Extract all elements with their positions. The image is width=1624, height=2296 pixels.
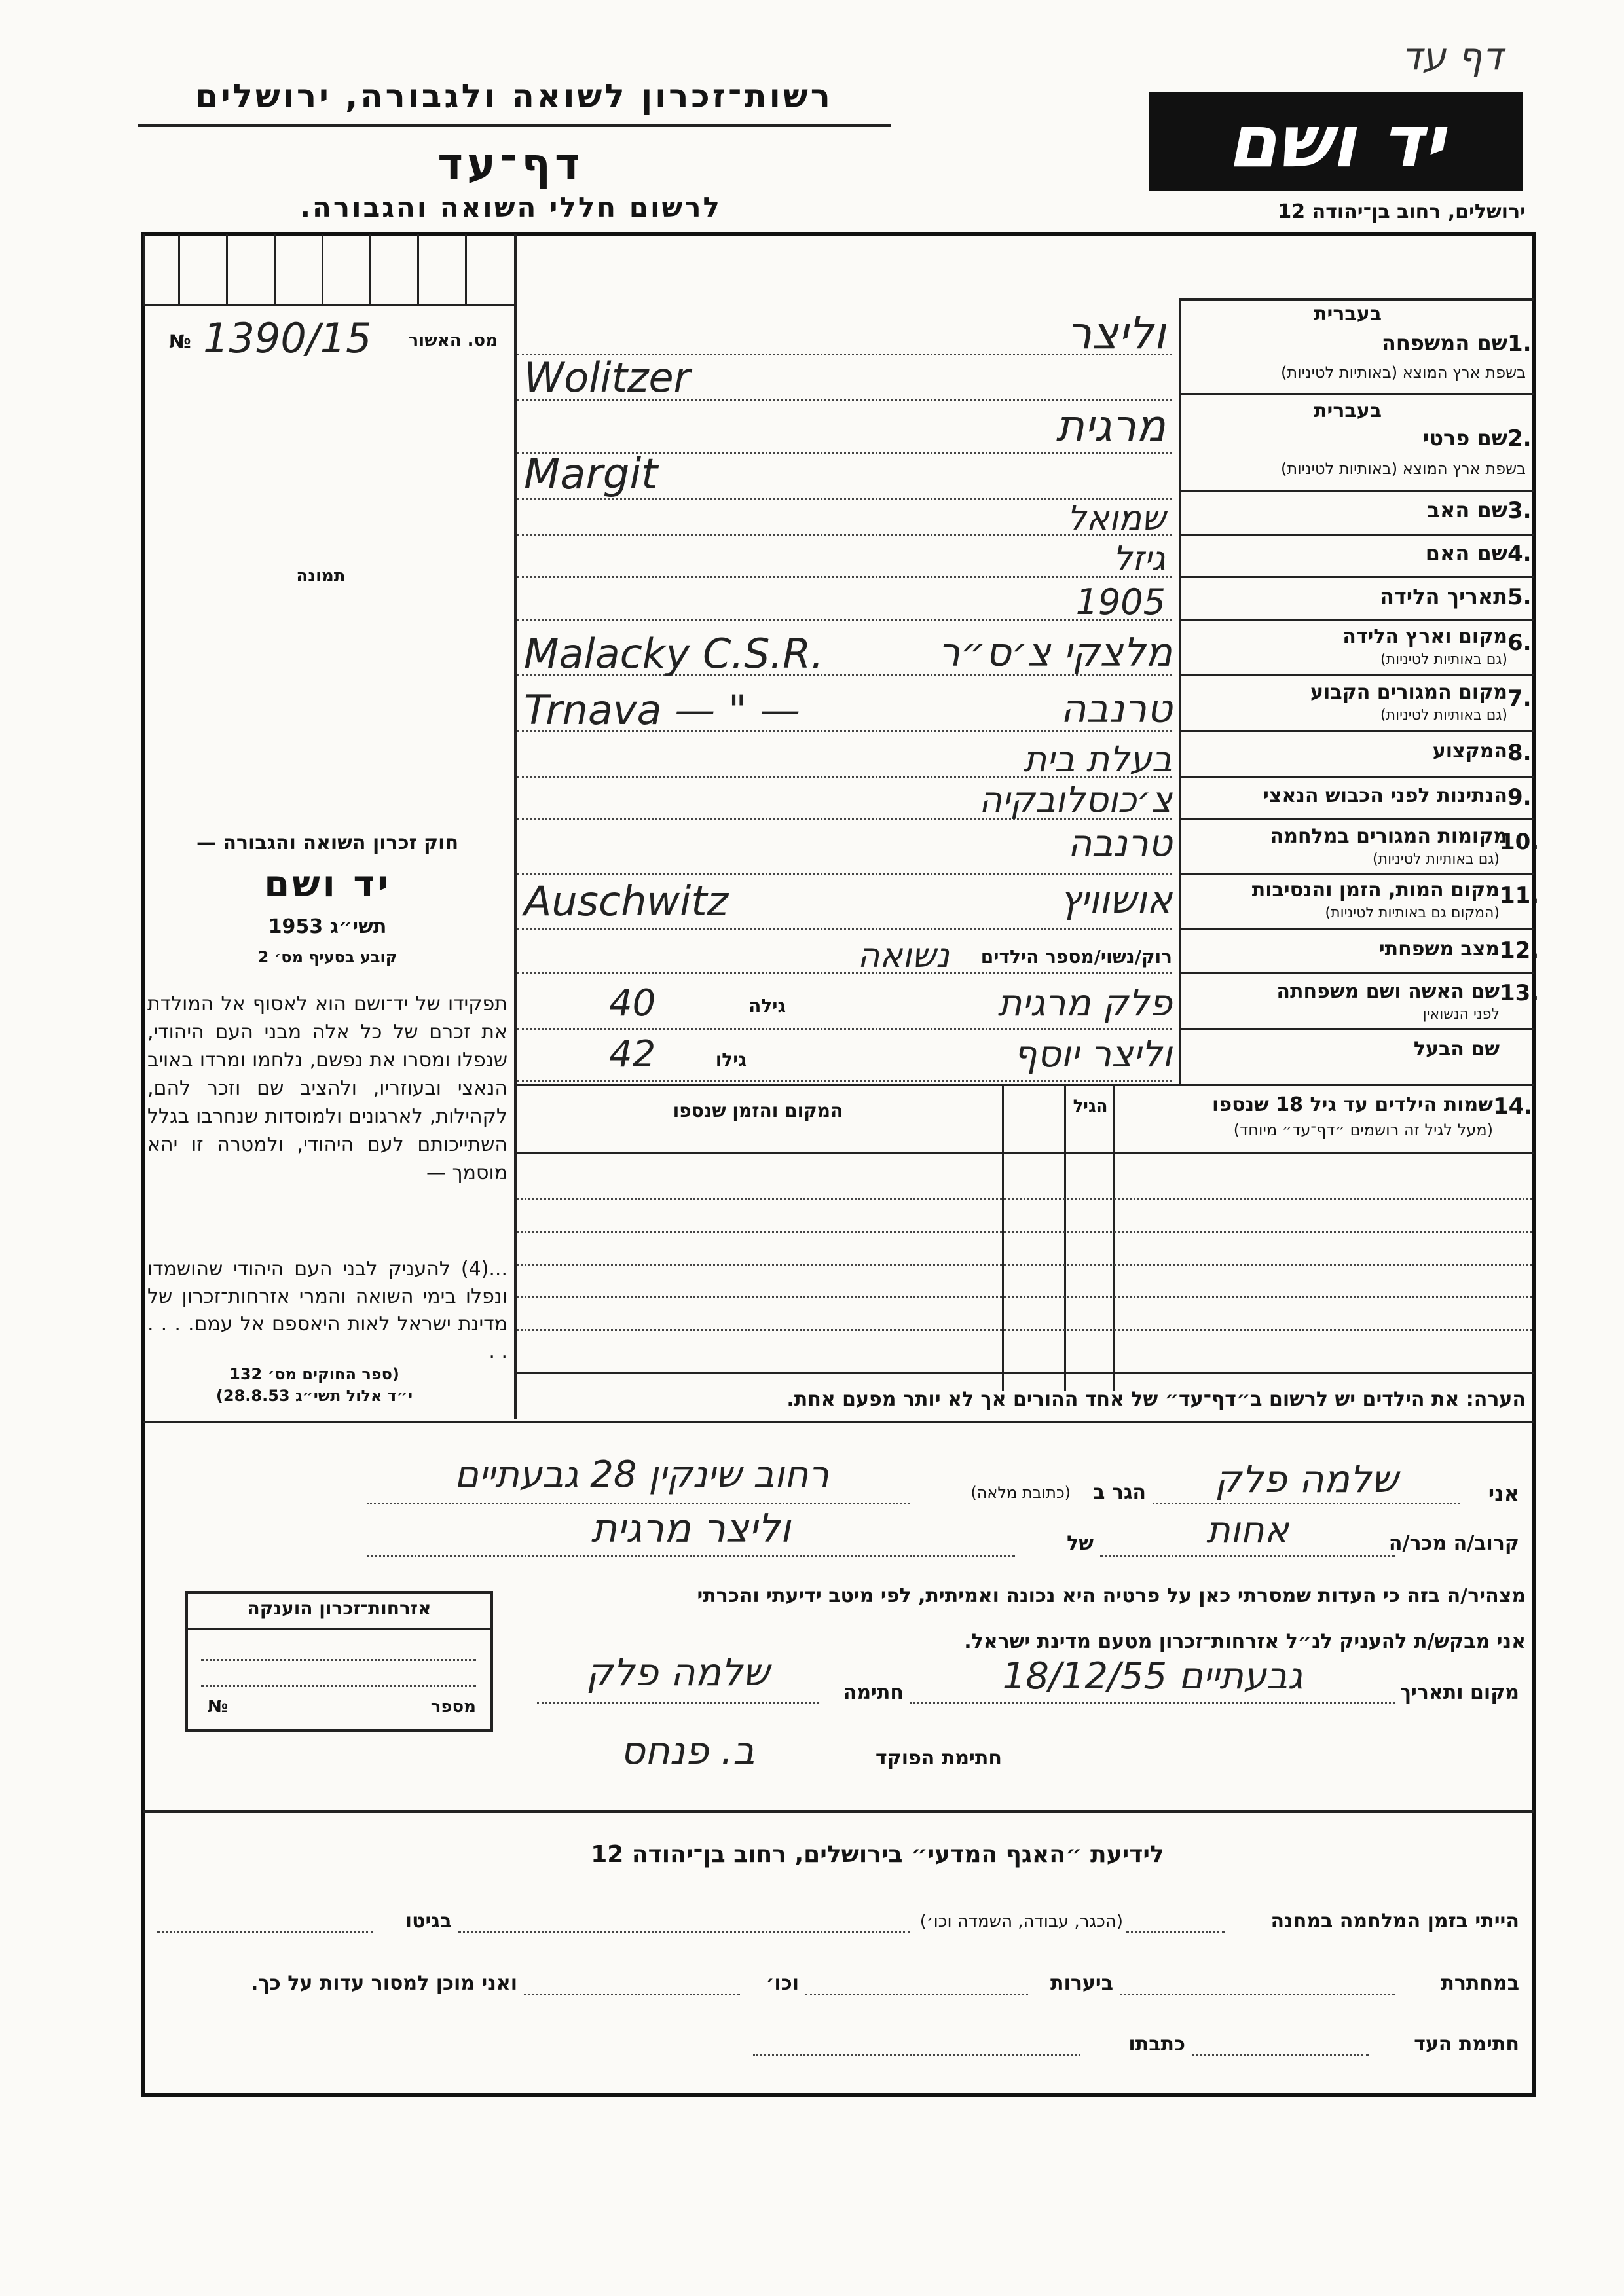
label-column-top: [1179, 298, 1534, 301]
logo-block: [1149, 92, 1522, 191]
place-date-label: מקום ותאריך: [1399, 1681, 1519, 1704]
children-col-place: המקום והזמן שנספו: [673, 1100, 843, 1121]
field-divider: [1179, 972, 1534, 974]
serial-no-sign: №: [169, 331, 191, 352]
law-year: תשי״ג 1953: [268, 915, 387, 938]
resides-label: הגר ב: [1093, 1481, 1146, 1504]
field-divider: [1179, 619, 1534, 621]
corner-reference: דף עד: [1401, 34, 1504, 79]
footer-title: לידיעת ״האגף המדעי״ בירושלים, רחוב בן־יהודה 12: [591, 1841, 1164, 1868]
children-col-age: הגיל: [1073, 1097, 1108, 1116]
value-line: [1120, 1994, 1395, 1995]
residence-hebrew: טרנבה: [1060, 686, 1172, 732]
law-date: י״ד אלול תשי״ג 28.8.53): [215, 1387, 413, 1405]
serial-label: מס. האשור: [408, 331, 498, 350]
citizenship-title: אזרחות־זכרון הוענקה: [247, 1597, 432, 1619]
grid-divider: [143, 234, 145, 306]
birthplace-hebrew: מלצקי צ׳ס״ר: [938, 630, 1172, 676]
footer-address-label: כתבתו: [1128, 2033, 1185, 2056]
children-col-divider: [1113, 1084, 1115, 1391]
field-11-label: מקום המות, הזמן והנסיבות: [1251, 879, 1500, 902]
field-13-label: שם האשה ושם משפחתה: [1276, 980, 1500, 1003]
value-line: [367, 1555, 1015, 1557]
field-13-sub: לפני הנשואין: [1422, 1006, 1500, 1023]
footer-ghetto-label: בגיטו: [405, 1910, 452, 1933]
children-row: [517, 1264, 1532, 1266]
field-1-sub: בשפת ארץ המוצא (באותיות לטיניות): [1281, 363, 1526, 382]
field-10-sub: (גם באותיות לטיניות): [1373, 851, 1500, 867]
field-9-label: הנתינות לפני הכבוש הנאצי: [1263, 784, 1507, 807]
witness-address: רחוב שינקין 28 גבעתיים: [454, 1453, 830, 1496]
value-line: [517, 928, 1172, 930]
field-8-number: 8.: [1507, 740, 1532, 766]
grid-cell: [322, 234, 323, 305]
father-name: שמואל: [1067, 499, 1166, 538]
label-column-divider: [1179, 298, 1181, 1084]
field-divider: [1179, 873, 1534, 875]
field-3-number: 3.: [1507, 498, 1532, 524]
husband-name: וליצר יוסף: [1013, 1033, 1172, 1076]
relation: אחות: [1206, 1509, 1289, 1552]
witness-name: שלמה פלק: [1214, 1457, 1399, 1501]
field-7-number: 7.: [1507, 685, 1532, 712]
logo-text: יד ושם: [1227, 100, 1445, 183]
birth-date: 1905: [1075, 581, 1166, 623]
wartime-residence: טרנבה: [1067, 822, 1172, 865]
footer-forests-label: ביערות: [1050, 1972, 1113, 1995]
field-divider: [1179, 776, 1534, 778]
citizenship-line: [201, 1685, 476, 1687]
value-line: [1100, 1555, 1395, 1557]
children-bottom: [516, 1372, 1534, 1374]
note-bottom: [143, 1421, 1534, 1423]
law-name: יד ושם: [264, 863, 391, 905]
children-row: [517, 1296, 1532, 1298]
children-sub: (מעל לגיל זה רושמים ״דף־עד״ מיוחד): [1233, 1121, 1493, 1139]
field-9-number: 9.: [1507, 784, 1532, 811]
field-12-number: 12.: [1500, 938, 1540, 964]
footer-divider: [143, 1810, 1534, 1813]
field-6-label: מקום וארץ הלידה: [1342, 625, 1507, 648]
signature-label: חתימה: [843, 1681, 904, 1704]
field-4-number: 4.: [1507, 541, 1532, 567]
husband-label: שם הבעל: [1413, 1038, 1500, 1061]
given-name-latin: Margit: [524, 450, 658, 499]
field-11-sub: (המקום גם באותיות לטיניות): [1325, 905, 1500, 921]
grid-cell: [178, 234, 180, 305]
field-divider: [1179, 534, 1534, 536]
serial-value: 1390/15: [203, 314, 372, 362]
nationality: צ׳כוסלובקיה: [978, 779, 1172, 820]
value-line: [517, 873, 1172, 875]
note-text: הערה: את הילדים יש לרשום ב״דף־עד״ של אחד ההורים אך לא יותר מפעם אחת.: [786, 1388, 1526, 1411]
field-2-label: שם פרטי: [1422, 426, 1507, 450]
law-clause: קובע בסעיף מס׳ 2: [257, 948, 397, 966]
children-header-bottom: [516, 1152, 1534, 1154]
field-6-number: 6.: [1507, 630, 1532, 656]
marital-status: נשואה: [857, 936, 950, 975]
witness-i-label: אני: [1488, 1481, 1519, 1506]
field-7-sub: (גם באותיות לטיניות): [1380, 707, 1507, 723]
field-divider: [1179, 818, 1534, 820]
wife-name: פלק מרגית: [997, 982, 1172, 1025]
field-11-number: 11.: [1500, 883, 1540, 909]
mother-name: גיזל: [1113, 539, 1166, 579]
grid-cell: [274, 234, 276, 305]
value-line: [157, 1931, 373, 1933]
profession: בעלת בית: [1023, 738, 1172, 780]
children-number: 14.: [1493, 1093, 1533, 1120]
grid-bottom: [143, 304, 516, 306]
surname-hebrew: וליצר: [1066, 308, 1166, 359]
law-text: תפקידו של יד־ושם הוא לאסוף אל המולדת את זכרם של כל אלה מבני העם היהודי, שנפלו ומסרו את נפשם, נלחמו ומרדו באויב הנאצי ובעוזריו, ולהציב שם וזכר להם, לקהילות, לארגונים ולמוסדות שנחרבו בגלל השתייכותם לעם היהודי, ולמטרה זו יהא מוסמך —: [147, 993, 507, 1184]
children-col-divider: [1002, 1084, 1004, 1391]
of-value: וליצר מרגית: [591, 1506, 791, 1552]
wife-age: 40: [609, 982, 656, 1025]
given-name-hebrew: מרגית: [1056, 401, 1166, 451]
value-line: [805, 1994, 1028, 1995]
value-line: [753, 2054, 1080, 2056]
form-title: דף־עד: [437, 139, 584, 189]
field-7-label: מקום המגורים הקבוע: [1310, 681, 1507, 704]
address-hint: (כתובת מלאה): [970, 1484, 1071, 1502]
value-line: [1153, 1503, 1460, 1504]
husband-age: 42: [609, 1033, 656, 1076]
field-12-label: מצב משפחתי: [1378, 938, 1500, 960]
header-address: ירושלים, רחוב בן־יהודה 12: [1278, 200, 1526, 223]
death-place-latin: Auschwitz: [524, 877, 729, 925]
grid-cell: [417, 234, 419, 305]
form-subtitle: לרשום חללי השואה והגבורה.: [300, 191, 722, 223]
value-line: [458, 1931, 910, 1933]
grid-cell: [226, 234, 228, 305]
children-row: [517, 1231, 1532, 1233]
place-date: גבעתיים 18/12/55: [1002, 1655, 1303, 1698]
citizenship-no-sign: №: [208, 1697, 229, 1717]
footer-camp-label: הייתי בזמן המלחמה במחנה: [1270, 1910, 1519, 1933]
value-line: [1192, 2054, 1369, 2056]
field-divider: [1179, 730, 1534, 732]
citizenship-no-label: מספר: [430, 1697, 476, 1717]
marital-status-label: רוק/נשוי/מספר הילדים: [980, 946, 1172, 968]
field-2-number: 2.: [1507, 426, 1532, 452]
field-divider: [1179, 1028, 1534, 1030]
witness-signature: שלמה פלק: [585, 1650, 770, 1694]
field-divider: [1179, 490, 1534, 492]
law-source: (ספר החוקים מס׳ 132: [229, 1365, 399, 1383]
field-5-number: 5.: [1507, 584, 1532, 610]
husband-age-label: גילו: [715, 1049, 747, 1070]
photo-label: תמונה: [296, 566, 346, 586]
field-10-label: מקומות המגורים במלחמה: [1270, 825, 1507, 848]
field-divider: [1179, 393, 1534, 395]
field-6-sub: (גם באותיות לטיניות): [1380, 651, 1507, 668]
field-10-number: 10.: [1500, 829, 1540, 855]
surname-latin: Wolitzer: [524, 354, 691, 401]
death-place-hebrew: אושוויץ: [1060, 877, 1172, 922]
children-label: שמות הילדים עד גיל 18 שנספו: [1212, 1093, 1493, 1116]
authority-line: רשות־זכרון לשואה ולגבורה, ירושלים: [195, 77, 833, 115]
field-1-hebrew-tag: בעברית: [1314, 302, 1382, 325]
field-5-label: תאריך הלידה: [1379, 584, 1507, 609]
grid-cell: [465, 234, 467, 305]
value-line: [910, 1702, 1395, 1704]
value-line: [517, 1080, 1172, 1082]
field-divider: [1179, 576, 1534, 578]
officer-label: חתימת הפוקד: [876, 1747, 1002, 1770]
authority-underline: [138, 124, 891, 127]
children-row: [517, 1329, 1532, 1331]
children-row: [517, 1198, 1532, 1200]
field-2-hebrew-tag: בעברית: [1314, 399, 1382, 422]
children-col-divider: [1064, 1084, 1066, 1391]
citizenship-box: [185, 1591, 493, 1732]
footer-witness-sign-label: חתימת העד: [1414, 2033, 1519, 2056]
law-text-2: ...(4) להעניק לבני העם היהודי שהושמדו ונפלו בימי השואה והמרי אזרחות־זכרון של מדינת ישראל לאות היאספם אל עמם. . . . . .: [147, 1258, 507, 1363]
children-top: [516, 1084, 1534, 1086]
residence-latin: Trnava — " —: [524, 686, 801, 734]
value-line: [517, 1028, 1172, 1030]
law-title: חוק זכרון השואה והגבורה —: [196, 831, 459, 854]
value-line: [367, 1503, 910, 1504]
field-1-label: שם המשפחה: [1381, 331, 1507, 355]
of-label: של: [1067, 1532, 1094, 1555]
wife-age-label: גילה: [748, 995, 786, 1017]
field-13-number: 13.: [1500, 980, 1540, 1006]
field-divider: [1179, 674, 1534, 676]
field-divider: [1179, 928, 1534, 930]
grid-cell: [369, 234, 371, 305]
relative-label: קרוב/ה מכר/ה: [1388, 1532, 1519, 1555]
value-line: [524, 1994, 740, 1995]
field-3-label: שם האב: [1427, 498, 1507, 522]
footer-underground-label: במחתרת: [1441, 1972, 1519, 1995]
officer-signature: ב. פנחס: [620, 1728, 755, 1773]
left-column-divider: [514, 234, 517, 1419]
footer-etc-label: וכו׳: [766, 1972, 799, 1995]
footer-camp-hint: (הכגר, עבודה, השמדה וכו׳): [919, 1912, 1123, 1931]
value-line: [537, 1702, 819, 1704]
field-4-label: שם האם: [1425, 541, 1507, 566]
declaration-text: מצהיר/ה בזה כי העדות שמסרתי כאן על פרטיה היא נכונה ואמיתית, לפי מיטב ידיעתי והכרתי: [697, 1584, 1526, 1607]
request-text: אני מבקש/ת להעניק לנ״ל אזרחות־זכרון מטעם מדינת ישראל.: [964, 1630, 1526, 1653]
birthplace-latin: Malacky C.S.R.: [524, 630, 824, 678]
value-line: [1126, 1931, 1225, 1933]
citizenship-title-rule: [188, 1628, 490, 1630]
field-8-label: המקצוע: [1432, 740, 1507, 763]
field-1-number: 1.: [1507, 331, 1532, 357]
footer-testify-text: ואני מוכן למסור עדות על כך.: [251, 1972, 517, 1995]
field-2-sub: בשפת ארץ המוצא (באותיות לטיניות): [1281, 460, 1526, 478]
citizenship-line: [201, 1659, 476, 1661]
